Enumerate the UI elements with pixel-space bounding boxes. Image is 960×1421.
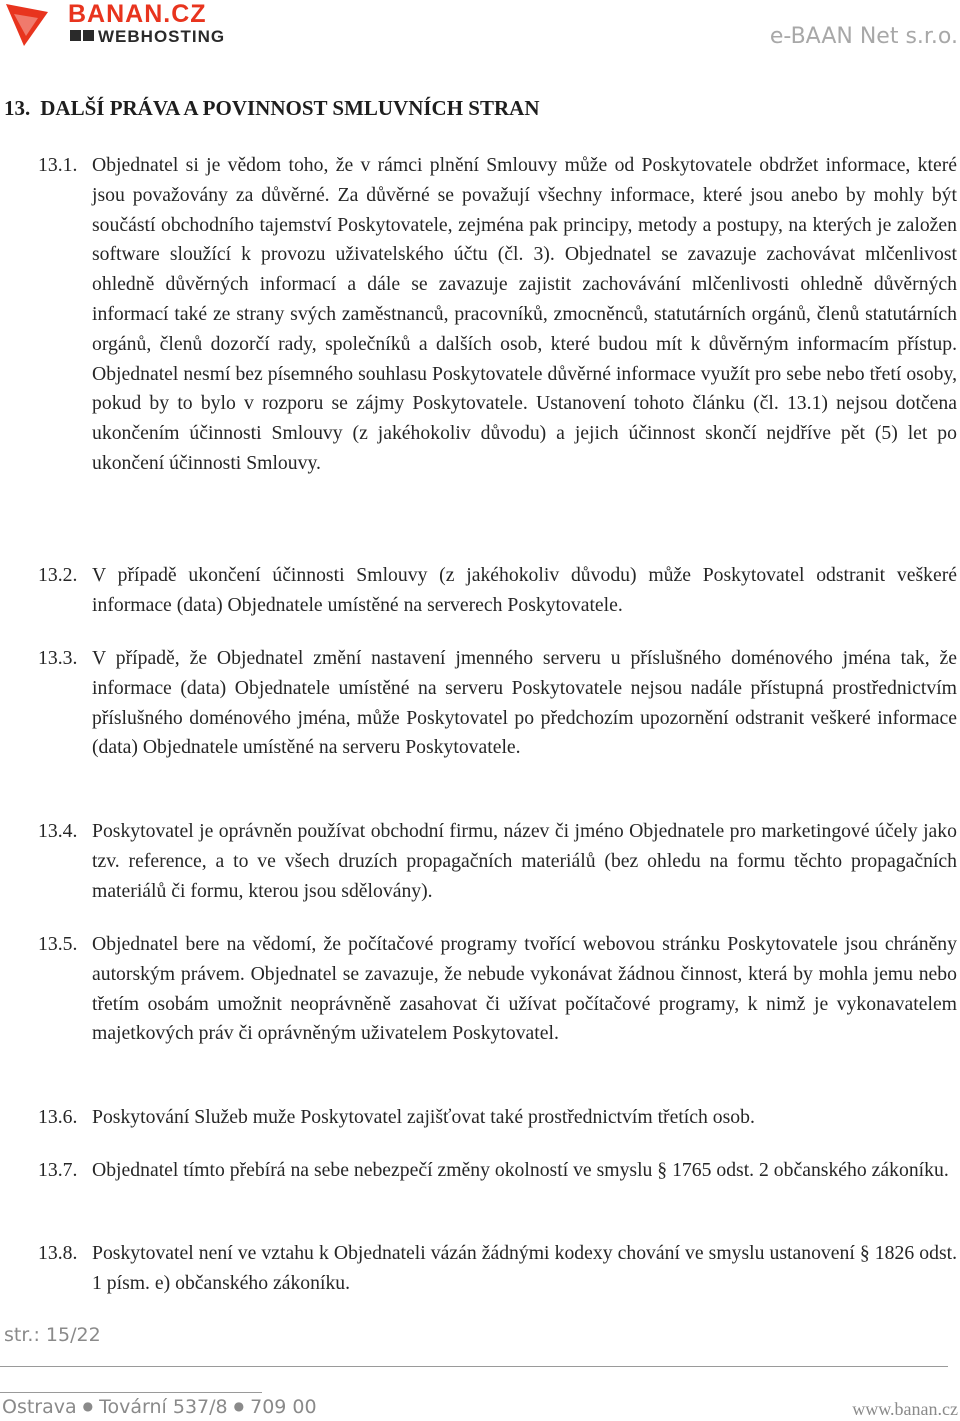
address-street: Tovární 537/8 xyxy=(99,1396,228,1418)
clause-number: 13.1. xyxy=(38,154,78,176)
clause-number: 13.6. xyxy=(38,1106,78,1128)
clause-number: 13.4. xyxy=(38,820,78,842)
section-number: 13. xyxy=(4,96,31,120)
clause-text: V případě ukončení účinnosti Smlouvy (z jakéhokoliv důvodu) může Poskytovatel odstranit veškeré informace (data) Objednatele umístěné na serverech Poskytovatele. xyxy=(92,564,957,616)
logo-sub-text: WEBHOSTING xyxy=(98,27,226,46)
bullet-icon: ● xyxy=(233,1399,245,1413)
banan-logo xyxy=(4,2,254,48)
page-number: str.: 15/22 xyxy=(4,1324,101,1346)
address-zip: 709 00 xyxy=(250,1396,317,1418)
address-divider xyxy=(0,1392,262,1393)
section-title-text: DALŠÍ PRÁVA A POVINNOST SMLUVNÍCH STRAN xyxy=(40,96,540,120)
clause-text: Poskytovatel není ve vztahu k Objednateli vázán žádnými kodexy chování ve smyslu ustanovení § 1826 odst. 1 písm. e) občanského zákoníku. xyxy=(92,1242,957,1294)
clause-number: 13.3. xyxy=(38,647,78,669)
clause-text: Objednatel si je vědom toho, že v rámci plnění Smlouvy může od Poskytovatele obdržet informace, které jsou považovány za důvěrné. Za důvěrné se považují všechny informace, které jsou anebo by mohly být součástí obchodního tajemství Poskytovatele, zejména pak principy, metody a postupy, na kterých je založen software sloužící k provozu uživatelského účtu (čl. 3). Objednatel se zavazuje zachovávat mlčenlivost ohledně důvěrných informací a dále se zavazuje zajistit zachovávání mlčenlivosti ohledně důvěrných informací také ze strany svých zaměstnanců, pracovníků, zmocněnců, statutárních orgánů, členů statutárních orgánů, členů dozorčí rady, společníků a dalších osob, které budou mít k důvěrným informacím přístup. Objednatel nesmí bez písemného souhlasu Poskytovatele důvěrné informace využít pro sebe nebo třetí osoby, pokud by to bylo v rozporu se zájmy Poskytovatele. Ustanovení tohoto článku (čl. 13.1) nejsou dotčena ukončením účinnosti Smlouvy (z jakéhokoliv důvodu) a jejich účinnost skončí nejdříve pět (5) let po ukončení účinnosti Smlouvy. xyxy=(92,154,957,474)
logo-sub-line xyxy=(70,27,225,47)
address-city: Ostrava xyxy=(2,1396,77,1418)
clause-text: Poskytování Služeb muže Poskytovatel zajišťovat také prostřednictvím třetích osob. xyxy=(92,1106,755,1128)
bullet-icon: ● xyxy=(82,1399,94,1413)
page-header xyxy=(0,0,960,60)
logo-square-icon xyxy=(70,30,81,41)
clause-number: 13.7. xyxy=(38,1159,78,1181)
logo-square-icon xyxy=(83,30,94,41)
clause-text: V případě, že Objednatel změní nastavení jmenného serveru u příslušného doménového jména tak, že informace (data) Objednatele umístěné na serveru Poskytovatele nejsou nadále přístupná prostřednictvím příslušného doménového jména, může Poskytovatel po předchozím upozornění odstranit veškeré informace (data) Objednatele umístěné na serveru Poskytovatele. xyxy=(92,647,957,759)
clause-text: Objednatel bere na vědomí, že počítačové programy tvořící webovou stránku Poskytovatele jsou chráněny autorským právem. Objednatel se zavazuje, že nebude vykonávat žádnou činnost, která by mohla jemu nebo třetím osobám umožnit neoprávněně zasahovat či užívat počítačové programy, k nimž je vykonavatelem majetkových práv či oprávněným uživatelem Poskytovatel. xyxy=(92,933,957,1045)
clause-number: 13.2. xyxy=(38,564,78,586)
footer-address xyxy=(2,1396,317,1418)
clause-number: 13.8. xyxy=(38,1242,78,1264)
clause-text: Objednatel tímto přebírá na sebe nebezpečí změny okolností ve smyslu § 1765 odst. 2 občanského zákoníku. xyxy=(92,1159,949,1181)
logo-brand-text: BANAN.CZ xyxy=(68,0,207,28)
company-name: e-BAAN Net s.r.o. xyxy=(769,24,958,49)
banan-logo-mark-icon xyxy=(4,2,58,48)
footer-divider xyxy=(0,1366,948,1367)
clause-number: 13.5. xyxy=(38,933,78,955)
footer-website-link[interactable]: www.banan.cz xyxy=(852,1399,958,1419)
clause-text: Poskytovatel je oprávněn používat obchodní firmu, název či jméno Objednatele pro marketingové účely jako tzv. reference, a to ve všech druzích propagačních materiálů (bez ohledu na formu těchto propagačních materiálů či formu, kterou jsou sdělovány). xyxy=(92,820,957,902)
section-title xyxy=(4,96,540,121)
